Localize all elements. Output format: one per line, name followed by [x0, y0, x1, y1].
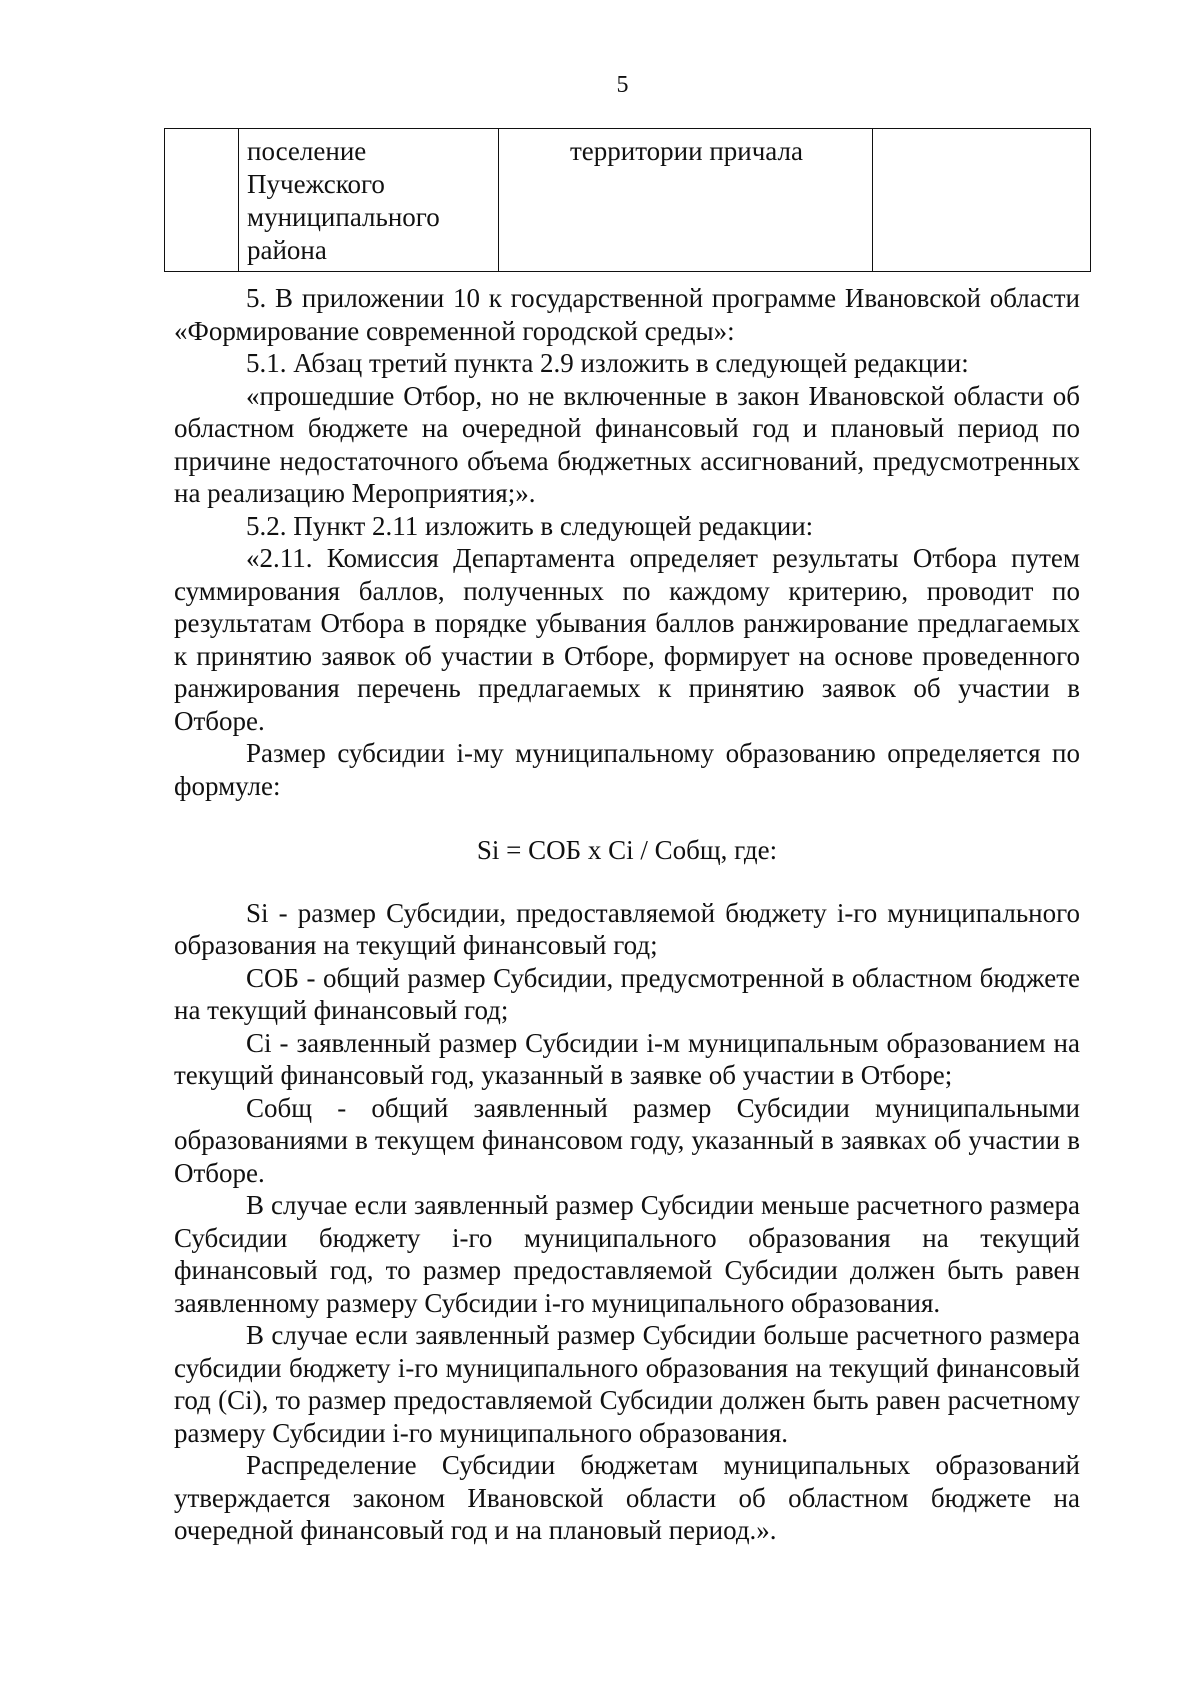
continuation-table — [164, 128, 1091, 272]
paragraph-case-more: В случае если заявленный размер Субсидии больше расчетного размера субсидии бюджету i-го муниципального образования на текущий финансовый год (Ci), то размер предоставляемой Субсидии должен быть равен расчетному размеру Субсидии i-го муниципального образования. — [174, 1320, 1080, 1448]
table-row — [165, 129, 1091, 272]
table-cell-municipality: поселение Пучежского муниципального района — [239, 129, 499, 272]
definition-si: Si - размер Субсидии, предоставляемой бюджету i-го муниципального образования на текущий финансовый год; — [174, 897, 1080, 960]
paragraph-quote-2-9: «прошедшие Отбор, но не включенные в закон Ивановской области об областном бюджете на очередной финансовый год и плановый период по причине недостаточного объема бюджетных ассигнований, предусмотренных на реализацию Мероприятия;». — [174, 380, 1080, 508]
table-cell-extra — [873, 129, 1091, 272]
table-cell-number — [165, 129, 239, 272]
paragraph-item-5-2: 5.2. Пункт 2.11 изложить в следующей редакции: — [246, 510, 814, 541]
definition-sobsh: Собщ - общий заявленный размер Субсидии муниципальными образованиями в текущем финансовом году, указанный в заявках об участии в Отборе. — [174, 1092, 1080, 1188]
definition-sob: СОБ - общий размер Субсидии, предусмотренной в областном бюджете на текущий финансовый год; — [174, 962, 1080, 1025]
paragraph-quote-2-11: «2.11. Комиссия Департамента определяет результаты Отбора путем суммирования баллов, полученных по каждому критерию, проводит по результатам Отбора в порядке убывания баллов ранжирование предлагаемых к принятию заявок об участии в Отборе, формирует на основе проведенного ранжирования перечень предлагаемых к принятию заявок об участии в Отборе. — [174, 543, 1080, 736]
document-body — [174, 282, 1080, 1547]
paragraph-item-5-1: 5.1. Абзац третий пункта 2.9 изложить в следующей редакции: — [246, 348, 969, 378]
table-cell-object: территории причала — [499, 129, 873, 272]
page-number: 5 — [616, 72, 629, 98]
paragraph-distribution: Распределение Субсидии бюджетам муниципальных образований утверждается законом Ивановской области об областном бюджете на очередной финансовый год и на плановый период.». — [174, 1450, 1080, 1545]
definition-ci: Ci - заявленный размер Субсидии i-м муниципальным образованием на текущий финансовый год, указанный в заявке об участии в Отборе; — [174, 1027, 1080, 1090]
paragraph-case-less: В случае если заявленный размер Субсидии меньше расчетного размера Субсидии бюджету i-го муниципального образования на текущий финансовый год, то размер предоставляемой Субсидии должен быть равен заявленному размеру Субсидии i-го муниципального образования. — [174, 1190, 1080, 1318]
formula: Si = СОБ x Ci / Собщ, где: — [476, 835, 778, 865]
paragraph-formula-intro: Размер субсидии i-му муниципальному образованию определяется по формуле: — [174, 738, 1080, 801]
paragraph-item-5: 5. В приложении 10 к государственной программе Ивановской области «Формирование современной городской среды»: — [174, 283, 1080, 346]
